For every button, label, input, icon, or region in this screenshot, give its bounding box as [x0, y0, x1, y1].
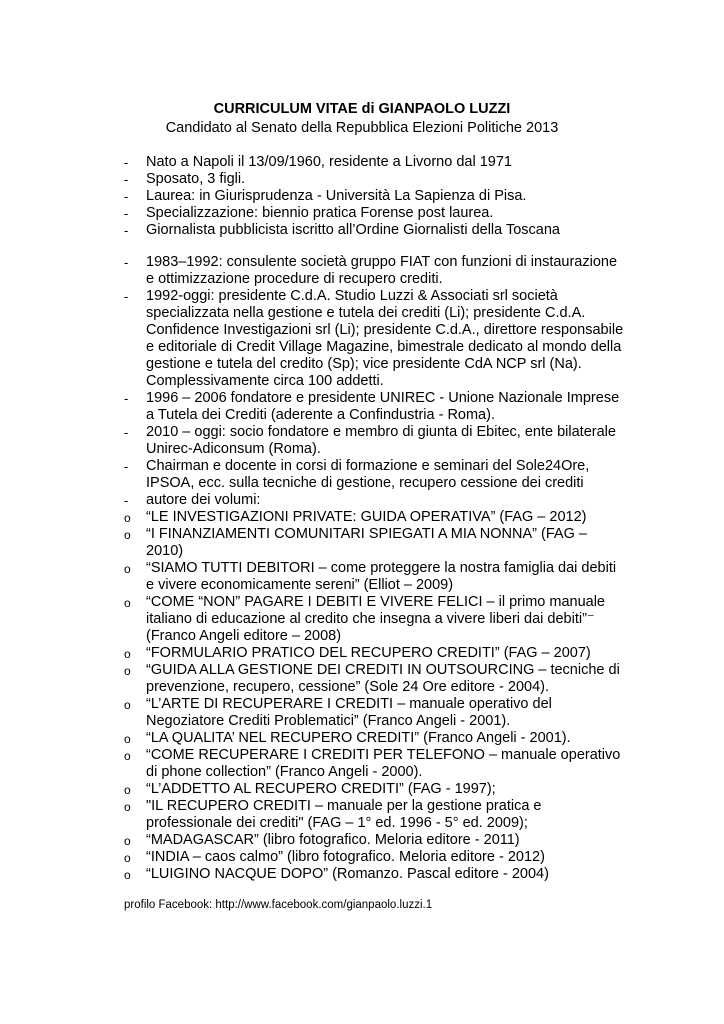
circle-bullet-icon: o — [124, 834, 131, 848]
document-header — [0, 100, 724, 138]
list-item-text: Laurea: in Giurisprudenza - Università La Sapienza di Pisa. — [146, 188, 527, 204]
career-item — [124, 424, 624, 458]
list-item-text: “LA QUALITA’ NEL RECUPERO CREDITI” (Franco Angeli - 2001). — [146, 730, 571, 746]
list-item-text: “SIAMO TUTTI DEBITORI – come proteggere la nostra famiglia dai debiti e vivere economicamente sereni” (Elliot – 2009) — [146, 560, 617, 593]
book-item — [124, 849, 624, 866]
book-item — [124, 594, 624, 645]
list-item-text: Sposato, 3 figli. — [146, 171, 246, 187]
career-item — [124, 390, 624, 424]
circle-bullet-icon: o — [124, 664, 131, 678]
dash-bullet-icon: - — [124, 425, 129, 440]
circle-bullet-icon: o — [124, 511, 131, 525]
dash-bullet-icon: - — [124, 493, 129, 508]
list-item-text: Chairman e docente in corsi di formazione e seminari del Sole24Ore, IPSOA, ecc. sulla tecniche di gestione, recupero cessione dei crediti — [146, 458, 590, 491]
career-item — [124, 492, 624, 509]
personal-item — [124, 205, 624, 222]
career-item — [124, 288, 624, 390]
dash-bullet-icon: - — [124, 255, 129, 270]
circle-bullet-icon: o — [124, 732, 131, 746]
dash-bullet-icon: - — [124, 459, 129, 474]
personal-item — [124, 154, 624, 171]
personal-item — [124, 188, 624, 205]
dash-bullet-icon: - — [124, 189, 129, 204]
dash-bullet-icon: - — [124, 289, 129, 304]
list-item-text: “LE INVESTIGAZIONI PRIVATE: GUIDA OPERATIVA” (FAG – 2012) — [146, 509, 587, 525]
list-item-text: “MADAGASCAR” (libro fotografico. Meloria editore - 2011) — [146, 832, 520, 848]
list-item-text: “COME “NON” PAGARE I DEBITI E VIVERE FELICI – il primo manuale italiano di educazione al credito che insegna a vivere liberi dai debiti”⁻ (Franco Angeli editore – 2008) — [146, 594, 606, 644]
list-item-text: “L’ARTE DI RECUPERARE I CREDITI – manuale operativo del Negoziatore Crediti Problematici” (Franco Angeli - 2001). — [146, 696, 552, 729]
list-item-text: “LUIGINO NACQUE DOPO” (Romanzo. Pascal editore - 2004) — [146, 866, 549, 882]
list-item-text: 1996 – 2006 fondatore e presidente UNIREC - Unione Nazionale Imprese a Tutela dei Crediti (aderente a Confindustria - Roma). — [146, 390, 620, 423]
career-item — [124, 254, 624, 288]
circle-bullet-icon: o — [124, 749, 131, 763]
book-item — [124, 730, 624, 747]
circle-bullet-icon: o — [124, 868, 131, 882]
list-item-text: “I FINANZIAMENTI COMUNITARI SPIEGATI A MIA NONNA” (FAG – 2010) — [146, 526, 587, 559]
list-item-text: 1992-oggi: presidente C.d.A. Studio Luzzi & Associati srl società specializzata nella gestione e tutela dei crediti (Li); presidente C.d.A. Confidence Investigazioni srl (Li); presidente C.d.A., direttore responsabile e editoriale di Credit Village Magazine, bimestrale dedicato al mondo della gestione e tutela del credito (Sp); vice presidente CdA NCP srl (Na). Complessivamente circa 100 addetti. — [146, 288, 624, 389]
book-item — [124, 526, 624, 560]
dash-bullet-icon: - — [124, 155, 129, 170]
list-item-text: autore dei volumi: — [146, 492, 261, 508]
career-item — [124, 458, 624, 492]
list-item-text: “INDIA – caos calmo” (libro fotografico. Meloria editore - 2012) — [146, 849, 545, 865]
list-item-text: “FORMULARIO PRATICO DEL RECUPERO CREDITI” (FAG – 2007) — [146, 645, 591, 661]
list-item-text: “COME RECUPERARE I CREDITI PER TELEFONO – manuale operativo di phone collection” (Franco Angeli - 2000). — [146, 747, 621, 780]
circle-bullet-icon: o — [124, 528, 131, 542]
facebook-profile-line: profilo Facebook: http://www.facebook.com/gianpaolo.luzzi.1 — [124, 899, 433, 911]
dash-bullet-icon: - — [124, 391, 129, 406]
list-item-text: 2010 – oggi: socio fondatore e membro di giunta di Ebitec, ente bilaterale Unirec-Adiconsum (Roma). — [146, 424, 616, 457]
book-item — [124, 560, 624, 594]
book-item — [124, 781, 624, 798]
list-item-text: 1983–1992: consulente società gruppo FIAT con funzioni di instaurazione e ottimizzazione procedure di recupero crediti. — [146, 254, 618, 287]
list-item-text: “GUIDA ALLA GESTIONE DEI CREDITI IN OUTSOURCING – tecniche di prevenzione, recupero, cessione” (Sole 24 Ore editore - 2004). — [146, 662, 620, 695]
book-item — [124, 696, 624, 730]
career-list — [124, 254, 624, 883]
dash-bullet-icon: - — [124, 206, 129, 221]
list-item-text: “L’ADDETTO AL RECUPERO CREDITI” (FAG - 1997); — [146, 781, 496, 797]
book-item — [124, 662, 624, 696]
list-item-text: Giornalista pubblicista iscritto all’Ordine Giornalisti della Toscana — [146, 222, 560, 238]
book-item — [124, 798, 624, 832]
circle-bullet-icon: o — [124, 647, 131, 661]
book-item — [124, 509, 624, 526]
circle-bullet-icon: o — [124, 562, 131, 576]
dash-bullet-icon: - — [124, 172, 129, 187]
circle-bullet-icon: o — [124, 851, 131, 865]
document-subtitle: Candidato al Senato della Repubblica Elezioni Politiche 2013 — [165, 120, 559, 136]
document-title: CURRICULUM VITAE di GIANPAOLO LUZZI — [213, 101, 511, 117]
list-item-text: "IL RECUPERO CREDITI – manuale per la gestione pratica e professionale dei crediti" (FAG – 1° ed. 1996 - 5° ed. 2009); — [146, 798, 542, 831]
book-item — [124, 747, 624, 781]
book-item — [124, 645, 624, 662]
list-item-text: Specializzazione: biennio pratica Forense post laurea. — [146, 205, 494, 221]
circle-bullet-icon: o — [124, 596, 131, 610]
book-item — [124, 866, 624, 883]
list-item-text: Nato a Napoli il 13/09/1960, residente a Livorno dal 1971 — [146, 154, 512, 170]
circle-bullet-icon: o — [124, 783, 131, 797]
personal-item — [124, 222, 624, 239]
dash-bullet-icon: - — [124, 223, 129, 238]
circle-bullet-icon: o — [124, 800, 131, 814]
book-item — [124, 832, 624, 849]
personal-item — [124, 171, 624, 188]
personal-info-list — [124, 154, 624, 239]
circle-bullet-icon: o — [124, 698, 131, 712]
